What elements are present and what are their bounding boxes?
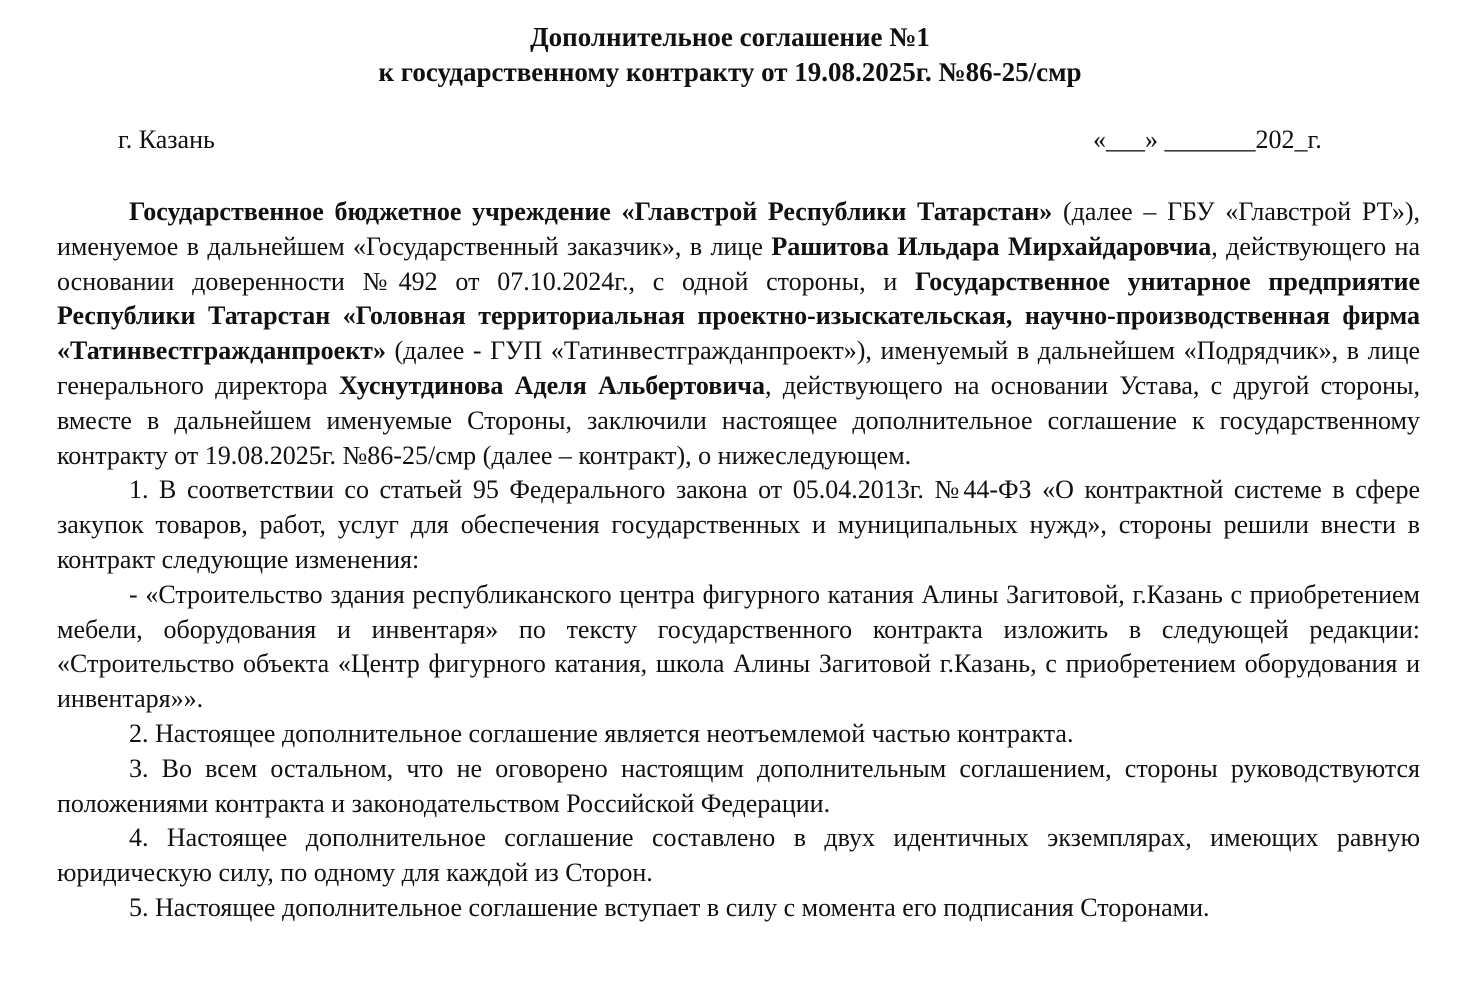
date-placeholder: «___» _______202_г. <box>1093 125 1322 154</box>
customer-name: Государственное бюджетное учреждение «Главстрой Республики Татарстан» <box>129 197 1053 226</box>
clause-paragraph: 4. Настоящее дополнительное соглашение составлено в двух идентичных экземплярах, имеющих равную юридическую силу, по одному для каждой из Сторон. <box>57 823 1420 888</box>
preamble-text-2: , действующего на основании доверенности №492 от 07.10.2024г., с одной стороны, и <box>57 231 1420 296</box>
agreement-body <box>57 195 1420 926</box>
clause-paragraph: 3. Во всем остальном, что не оговорено настоящим дополнительным соглашением, стороны руководствуются положениями контракта и законодательством Российской Федерации. <box>57 753 1420 818</box>
clause-paragraph: 5. Настоящее дополнительное соглашение вступает в силу с момента его подписания Сторонами. <box>129 892 1210 922</box>
contractor-representative: Хуснутдинова Аделя Альбертовича <box>338 370 765 400</box>
clause-paragraph: 1. В соответствии со статьей 95 Федерального закона от 05.04.2013г. №44-ФЗ «О контрактной системе в сфере закупок товаров, работ, услуг для обеспечения государственных и муниципальных нужд», стороны решили внести в контракт следующие изменения: <box>57 475 1420 574</box>
preamble-text-1: (далее – ГБУ «Главстрой РТ»), именуемое в дальнейшем «Государственный заказчик», в лице <box>57 197 1420 261</box>
clause-paragraph: 2. Настоящее дополнительное соглашение является неотъемлемой частью контракта. <box>129 718 1074 748</box>
customer-representative: Рашитова Ильдара Мирхайдаровчиа <box>771 231 1212 261</box>
preamble-text-3: (далее - ГУП «Татинвестгражданпроект»), именуемый в дальнейшем «Подрядчик», в лице генерального директора <box>57 336 1420 400</box>
preamble-paragraph <box>57 195 1420 473</box>
document-title: Дополнительное соглашение №1 <box>530 22 930 52</box>
contractor-name: Государственное унитарное предприятие Республики Татарстан «Головная территориальная проектно-изыскательская, научно-производственная фирма «Татинвестгражданпроект» <box>57 266 1420 366</box>
clause-paragraph: - «Строительство здания республиканского центра фигурного катания Алины Загитовой, г.Казань с приобретением мебели, оборудования и инвентаря» по тексту государственного контракта изложить в следующей редакции: «Строительство объекта «Центр фигурного катания, школа Алины Загитовой г.Казань, с приобретением оборудования и инвентаря»». <box>57 579 1420 714</box>
document-subtitle: к государственному контракту от 19.08.2025г. №86-25/смр <box>378 57 1082 87</box>
city-label: г. Казань <box>118 125 215 154</box>
preamble-text-4: , действующего на основании Устава, с другой стороны, вместе в дальнейшем именуемые Стороны, заключили настоящее дополнительное соглашение к государственному контракту от 19.08.2025г. №86-25/смр (далее – контракт), о нижеследующем. <box>57 370 1421 470</box>
